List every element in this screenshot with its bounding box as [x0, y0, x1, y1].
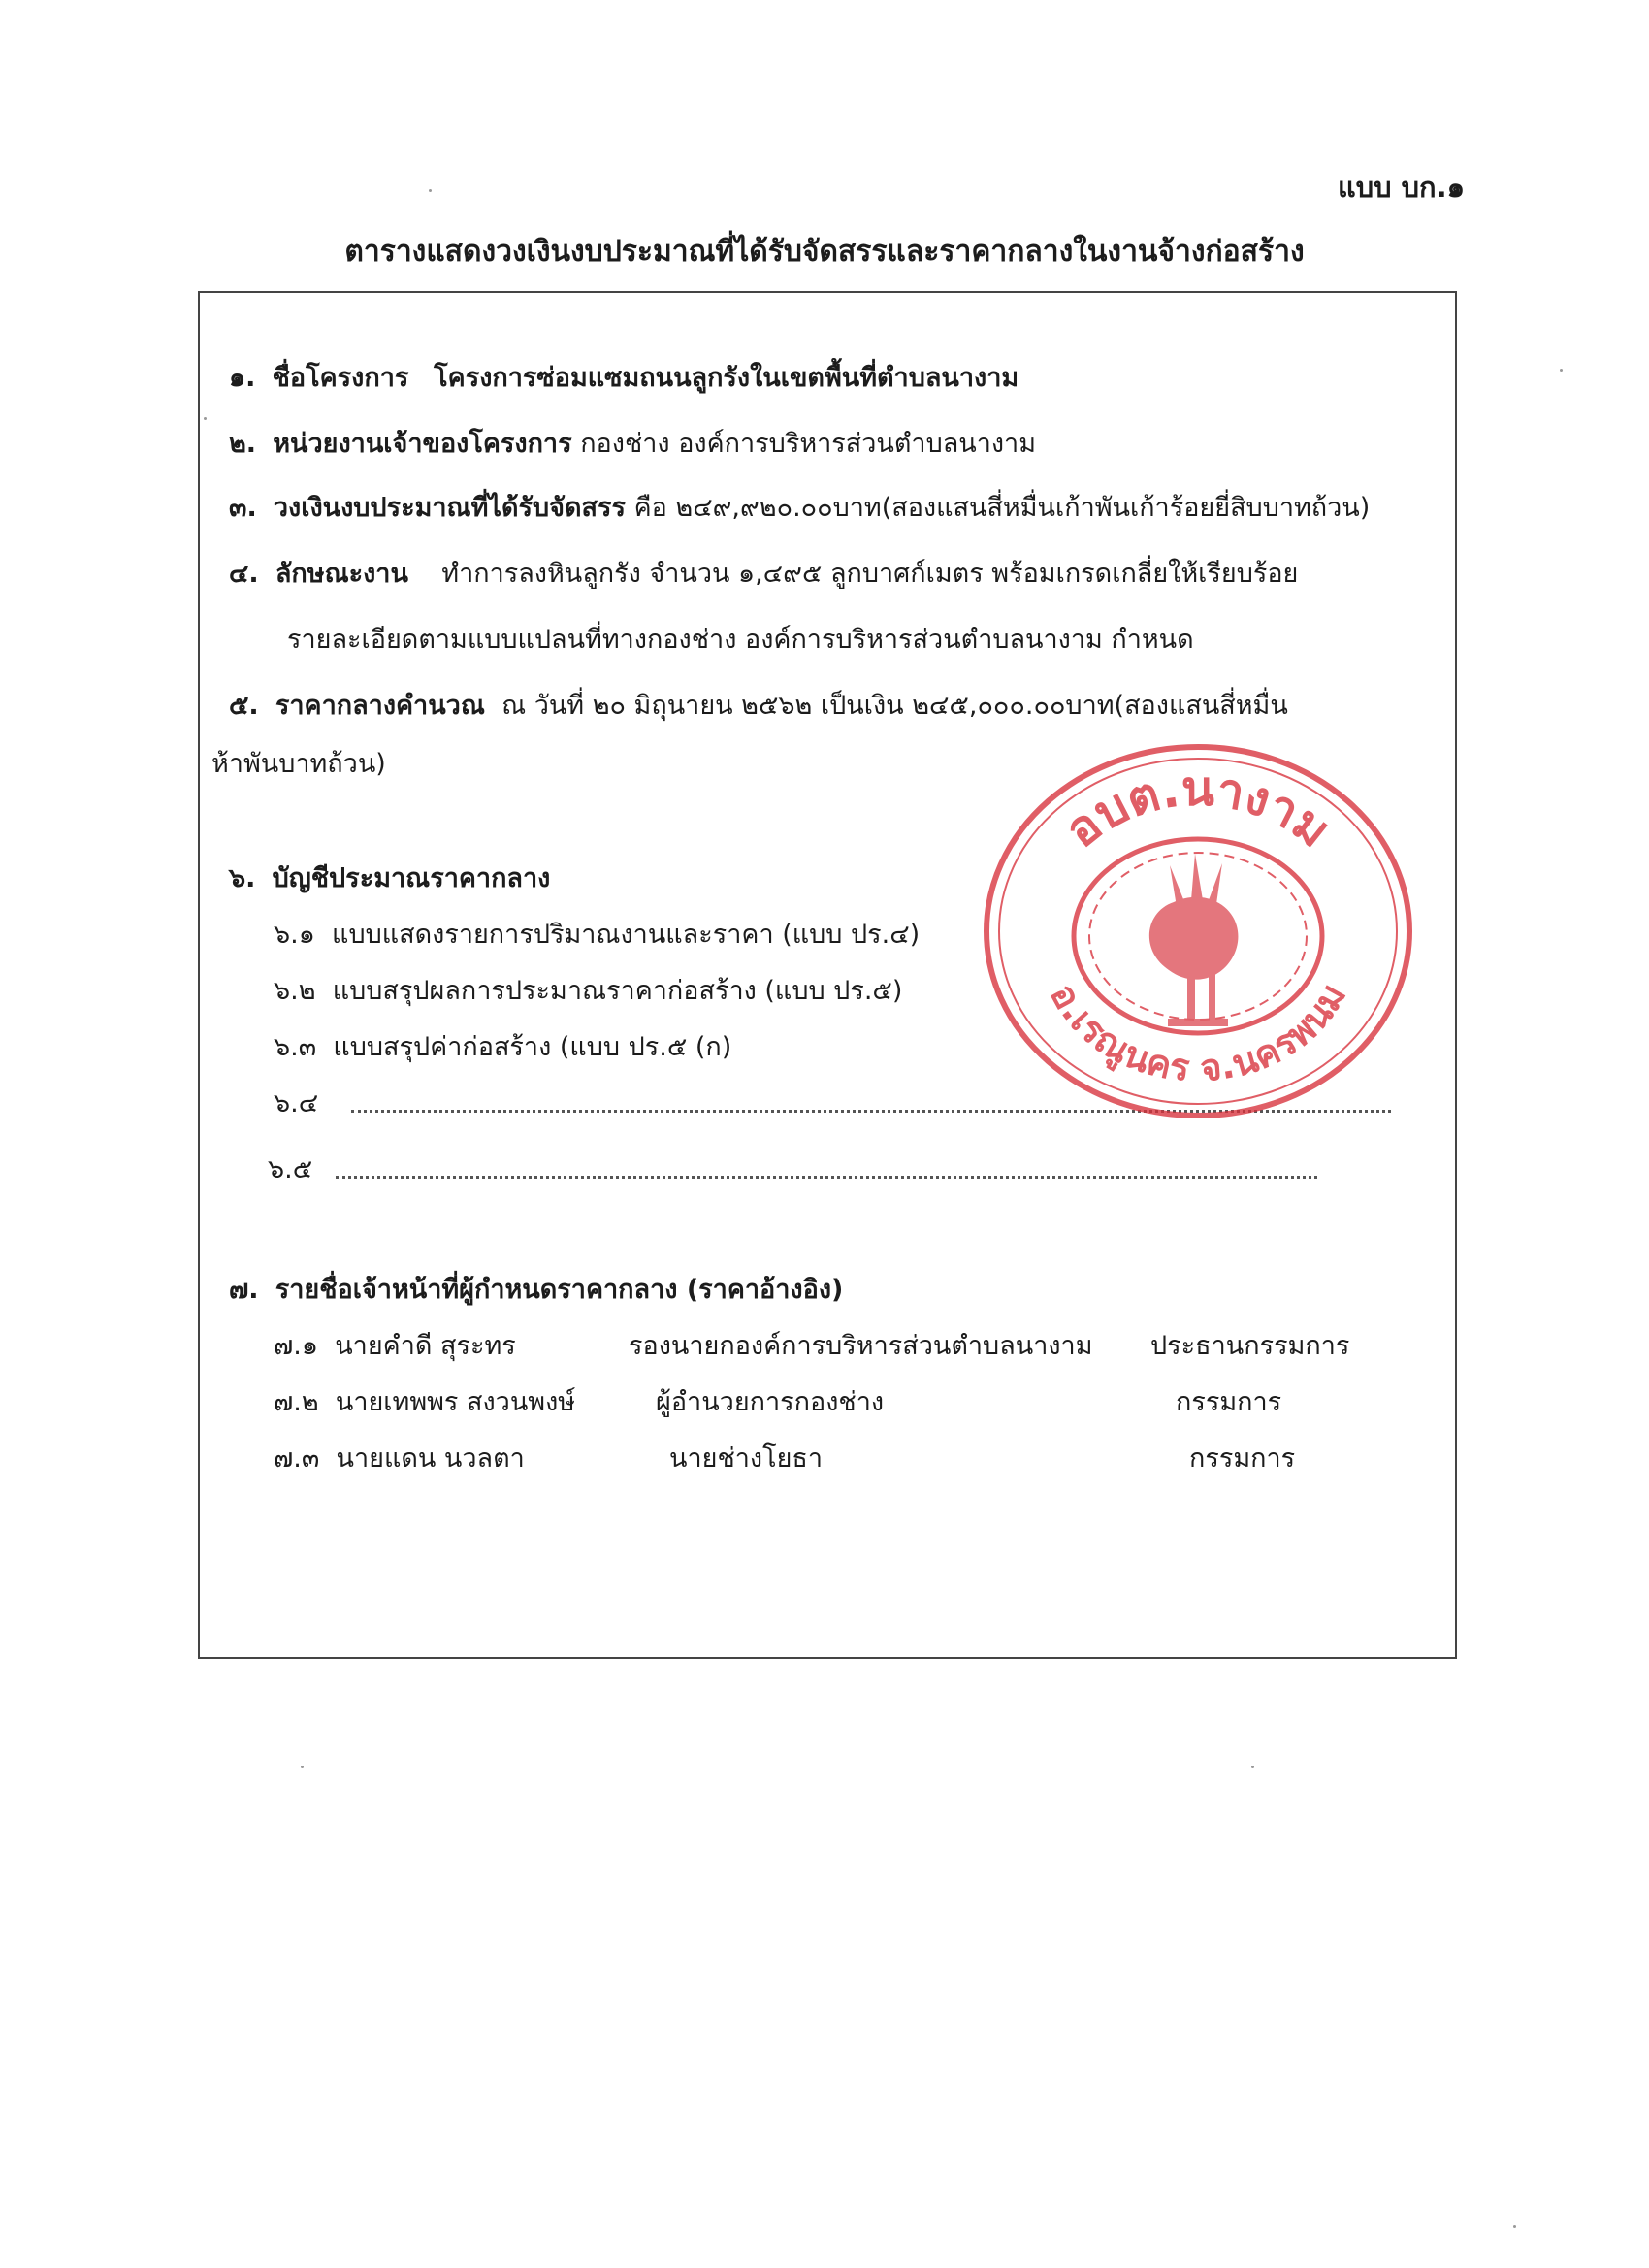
item-6-3-number: ๖.๓ — [274, 1032, 317, 1062]
person-3-number: ๗.๓ — [274, 1443, 320, 1474]
item-2-number: ๒. — [229, 429, 257, 459]
item-6-1-number: ๖.๑ — [274, 920, 315, 950]
item-7-number: ๗. — [229, 1275, 259, 1305]
item-6-3-text: แบบสรุปค่าก่อสร้าง (แบบ ปร.๕ (ก) — [333, 1032, 732, 1062]
scan-speck — [301, 1766, 304, 1768]
item-5-line-2: ห้าพันบาทถ้วน) — [211, 749, 386, 779]
item-6-2-number: ๖.๒ — [274, 976, 316, 1006]
document-title: ตารางแสดงวงเงินงบประมาณที่ได้รับจัดสรรและราคากลางในงานจ้างก่อสร้าง — [344, 235, 1305, 269]
person-1-name: นายคำดี สุระทร — [335, 1331, 516, 1361]
item-1-value: โครงการซ่อมแซมถนนลูกรังในเขตพื้นที่ตำบลนางาม — [434, 363, 1019, 393]
item-2-label: หน่วยงานเจ้าของโครงการ — [273, 429, 572, 459]
person-2-role: กรรมการ — [1176, 1387, 1282, 1417]
scan-speck — [1251, 1766, 1254, 1768]
scan-speck — [429, 189, 432, 192]
item-4-number: ๔. — [229, 559, 259, 589]
person-2-number-name — [274, 1385, 575, 1420]
item-5 — [229, 689, 1288, 724]
item-3-label: วงเงินงบประมาณที่ได้รับจัดสรร — [273, 493, 626, 523]
item-2 — [229, 427, 1036, 462]
item-2-value: กองช่าง องค์การบริหารส่วนตำบลนางาม — [580, 429, 1037, 459]
person-3-position: นายช่างโยธา — [669, 1443, 824, 1474]
item-6-4-number: ๖.๔ — [274, 1088, 319, 1118]
item-4 — [229, 557, 1298, 592]
item-6-1 — [274, 918, 920, 953]
stamp-bottom-text: อ.เรณูนคร จ.นครพนม — [1041, 976, 1355, 1090]
official-stamp — [980, 737, 1416, 1125]
item-6-3 — [274, 1030, 731, 1065]
item-4-value: ทำการลงหินลูกรัง จำนวน ๑,๔๙๕ ลูกบาศก์เมตร พร้อมเกรดเกลี่ยให้เรียบร้อย — [441, 559, 1299, 589]
item-7-label: รายชื่อเจ้าหน้าที่ผู้กำหนดราคากลาง (ราคาอ้างอิง) — [275, 1275, 844, 1305]
item-6-4 — [274, 1086, 318, 1121]
scan-speck — [1560, 369, 1563, 372]
stamp-emblem — [1149, 854, 1239, 1026]
item-6-1-text: แบบแสดงรายการปริมาณงานและราคา (แบบ ปร.๔) — [332, 920, 921, 950]
person-1-role: ประธานกรรมการ — [1150, 1331, 1350, 1361]
item-6-5-number: ๖.๕ — [268, 1154, 313, 1184]
item-3-number: ๓. — [229, 493, 257, 523]
item-3 — [229, 491, 1370, 526]
item-6-2-text: แบบสรุปผลการประมาณราคาก่อสร้าง (แบบ ปร.๕) — [332, 976, 903, 1006]
item-5-value: ณ วันที่ ๒๐ มิถุนายน ๒๕๖๒ เป็นเงิน ๒๔๕,๐๐๐.๐๐บาท(สองแสนสี่หมื่น — [501, 691, 1288, 721]
person-3-name: นายแดน นวลตา — [336, 1443, 525, 1474]
person-1-position: รองนายกองค์การบริหารส่วนตำบลนางาม — [629, 1331, 1093, 1361]
person-2-name: นายเทพพร สงวนพงษ์ — [335, 1387, 576, 1417]
person-2-position: ผู้อำนวยการกองช่าง — [656, 1387, 885, 1417]
item-1 — [229, 361, 1018, 396]
item-7 — [229, 1273, 843, 1308]
item-3-value: คือ ๒๔๙,๙๒๐.๐๐บาท(สองแสนสี่หมื่นเก้าพันเก้าร้อยยี่สิบบาทถ้วน) — [633, 493, 1371, 523]
item-1-label: ชื่อโครงการ — [272, 363, 409, 393]
person-3-role: กรรมการ — [1189, 1443, 1296, 1474]
stamp-top-text: อบต.นางาม — [1054, 760, 1342, 859]
item-6-2 — [274, 974, 902, 1009]
item-6-label: บัญชีประมาณราคากลาง — [272, 863, 551, 893]
person-1-number-name — [274, 1329, 516, 1364]
item-4-label: ลักษณะงาน — [275, 559, 408, 589]
person-2-number: ๗.๒ — [274, 1387, 319, 1417]
item-5-number: ๕. — [229, 691, 259, 721]
item-6 — [229, 861, 550, 896]
scan-speck — [1513, 2225, 1516, 2228]
scan-speck — [204, 417, 207, 420]
item-6-number: ๖. — [229, 863, 256, 893]
item-1-number: ๑. — [229, 363, 256, 393]
form-code: แบบ บก.๑ — [1338, 171, 1465, 204]
item-6-5-blank-line — [336, 1176, 1317, 1179]
item-4-line-2: รายละเอียดตามแบบแปลนที่ทางกองช่าง องค์การบริหารส่วนตำบลนางาม กำหนด — [287, 625, 1194, 655]
person-1-number: ๗.๑ — [274, 1331, 319, 1361]
person-3-number-name — [274, 1442, 525, 1476]
item-6-5 — [268, 1152, 312, 1187]
item-5-label: ราคากลางคำนวณ — [275, 691, 485, 721]
